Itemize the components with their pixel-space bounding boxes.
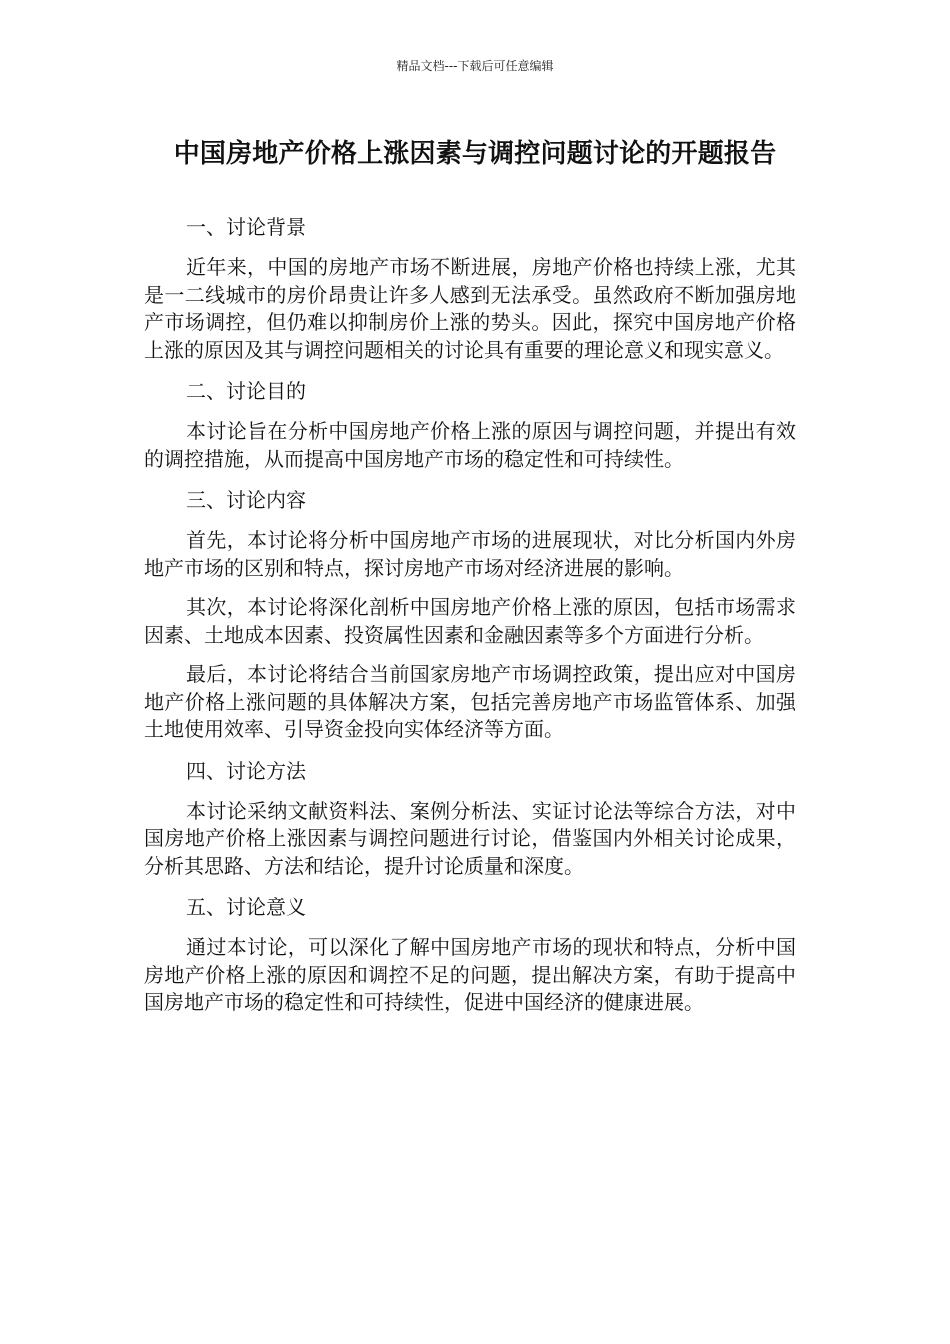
header-note: 精品文档---下载后可任意编辑 bbox=[396, 59, 554, 73]
section-heading-significance: 五、讨论意义 bbox=[186, 895, 306, 919]
section-heading-content: 三、讨论内容 bbox=[186, 488, 306, 512]
paragraph-content-second: 其次，本讨论将深化剖析中国房地产价格上涨的原因，包括市场需求因素、土地成本因素、投资属性因素和金融因素等多个方面进行分析。 bbox=[144, 595, 796, 647]
section-heading-purpose: 二、讨论目的 bbox=[186, 379, 306, 403]
paragraph-content-first: 首先，本讨论将分析中国房地产市场的进展现状，对比分析国内外房地产市场的区别和特点，探讨房地产市场对经济进展的影响。 bbox=[144, 528, 796, 580]
document-title: 中国房地产价格上涨因素与调控问题讨论的开题报告 bbox=[173, 139, 777, 169]
paragraph-background: 近年来，中国的房地产市场不断进展，房地产价格也持续上涨，尤其是一二线城市的房价昂贵让许多人感到无法承受。虽然政府不断加强房地产市场调控，但仍难以抑制房价上涨的势头。因此，探究中国房地产价格上涨的原因及其与调控问题相关的讨论具有重要的理论意义和现实意义。 bbox=[144, 255, 796, 362]
paragraph-content-last: 最后，本讨论将结合当前国家房地产市场调控政策，提出应对中国房地产价格上涨问题的具体解决方案，包括完善房地产市场监管体系、加强土地使用效率、引导资金投向实体经济等方面。 bbox=[144, 662, 796, 741]
section-heading-background: 一、讨论背景 bbox=[186, 215, 306, 239]
section-heading-method: 四、讨论方法 bbox=[186, 758, 306, 783]
paragraph-significance: 通过本讨论，可以深化了解中国房地产市场的现状和特点，分析中国房地产价格上涨的原因和调控不足的问题，提出解决方案，有助于提高中国房地产市场的稳定性和可持续性，促进中国经济的健康进展。 bbox=[144, 935, 796, 1014]
document-body bbox=[144, 212, 796, 1029]
paragraph-method: 本讨论采纳文献资料法、案例分析法、实证讨论法等综合方法，对中国房地产价格上涨因素与调控问题进行讨论，借鉴国内外相关讨论成果，分析其思路、方法和结论，提升讨论质量和深度。 bbox=[144, 798, 796, 878]
paragraph-purpose: 本讨论旨在分析中国房地产价格上涨的原因与调控问题，并提出有效的调控措施，从而提高中国房地产市场的稳定性和可持续性。 bbox=[144, 419, 796, 471]
